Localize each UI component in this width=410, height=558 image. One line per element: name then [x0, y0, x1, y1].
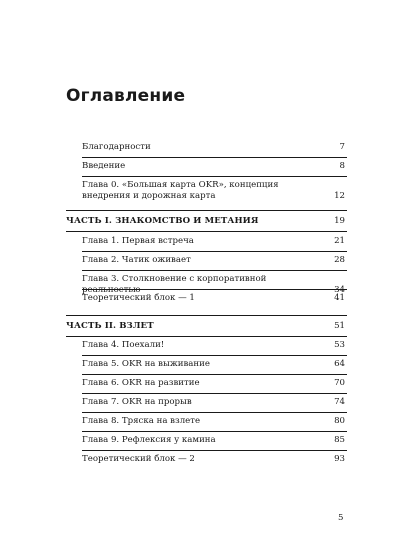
toc-entry-page: 85 — [334, 435, 345, 445]
toc-divider — [66, 336, 347, 337]
toc-entry[interactable] — [66, 340, 347, 351]
toc-divider — [82, 251, 347, 252]
toc-divider — [82, 412, 347, 413]
toc-entry-page: 80 — [334, 416, 345, 426]
toc-divider — [82, 450, 347, 451]
toc-entry-page: 7 — [339, 142, 345, 152]
toc-entry-page: 12 — [334, 191, 345, 201]
toc-entry-title: Глава 5. OKR на выживание — [82, 359, 210, 369]
toc-entry[interactable] — [66, 397, 347, 408]
toc-entry-title: Теоретический блок — 2 — [82, 454, 195, 464]
toc-divider — [82, 431, 347, 432]
toc-entry[interactable] — [66, 435, 347, 446]
toc-entry[interactable] — [66, 255, 347, 266]
toc-entry[interactable] — [66, 236, 347, 247]
toc-entry-page: 64 — [334, 359, 345, 369]
toc-entry-page: 28 — [334, 255, 345, 265]
toc-entry-page: 51 — [334, 321, 345, 331]
toc-part-title: ЧАСТЬ I. ЗНАКОМСТВО И МЕТАНИЯ — [66, 216, 259, 226]
toc-entry-title: Глава 1. Первая встреча — [82, 236, 194, 246]
toc-entry-title: Глава 3. Столкновение с корпоративной реальностью — [82, 274, 267, 295]
toc-divider — [66, 231, 347, 232]
toc-entry-page: 19 — [334, 216, 345, 226]
toc-entry-title: Глава 9. Рефлексия у камина — [82, 435, 216, 445]
toc-entry-page: 34 — [334, 285, 345, 295]
toc-entry[interactable] — [66, 142, 347, 153]
toc-entry-title: Глава 0. «Большая карта OKR», концепция внедрения и дорожная карта — [82, 180, 279, 201]
toc-entry-title: Глава 4. Поехали! — [82, 340, 165, 350]
toc-entry-page: 74 — [334, 397, 345, 407]
toc-entry[interactable] — [66, 161, 347, 172]
toc-entry-title: Теоретический блок — 1 — [82, 293, 195, 303]
toc-entry-title: Глава 2. Чатик оживает — [82, 255, 191, 265]
toc-entry[interactable] — [66, 359, 347, 370]
toc-divider — [82, 157, 347, 158]
toc-divider — [82, 289, 347, 290]
toc-part-entry[interactable] — [66, 216, 347, 227]
toc-entry[interactable] — [66, 293, 347, 304]
toc-entry[interactable] — [66, 416, 347, 427]
toc-divider — [82, 270, 347, 271]
toc-entry-title: Глава 8. Тряска на взлете — [82, 416, 201, 426]
page-number: 5 — [338, 513, 344, 523]
toc-entry[interactable] — [66, 378, 347, 389]
toc-divider — [82, 176, 347, 177]
toc-entry-title: Введение — [82, 161, 126, 171]
toc-entry-page: 41 — [334, 293, 345, 303]
toc-entry[interactable] — [66, 180, 347, 202]
toc-entry-page: 21 — [334, 236, 345, 246]
toc-divider — [66, 315, 347, 316]
toc-entry-page: 53 — [334, 340, 345, 350]
toc-part-entry[interactable] — [66, 321, 347, 332]
toc-divider — [82, 374, 347, 375]
page-title: Оглавление — [66, 86, 186, 106]
toc-entry-title: Глава 6. OKR на развитие — [82, 378, 200, 388]
toc-divider — [82, 393, 347, 394]
toc-entry-page: 70 — [334, 378, 345, 388]
toc-entry-page: 93 — [334, 454, 345, 464]
toc-divider — [66, 210, 347, 211]
toc-entry[interactable] — [66, 454, 347, 465]
toc-entry-title: Благодарности — [82, 142, 151, 152]
toc-entry-title: Глава 7. OKR на прорыв — [82, 397, 192, 407]
toc-part-title: ЧАСТЬ II. ВЗЛЕТ — [66, 321, 154, 331]
toc-divider — [82, 355, 347, 356]
toc-entry-page: 8 — [339, 161, 345, 171]
